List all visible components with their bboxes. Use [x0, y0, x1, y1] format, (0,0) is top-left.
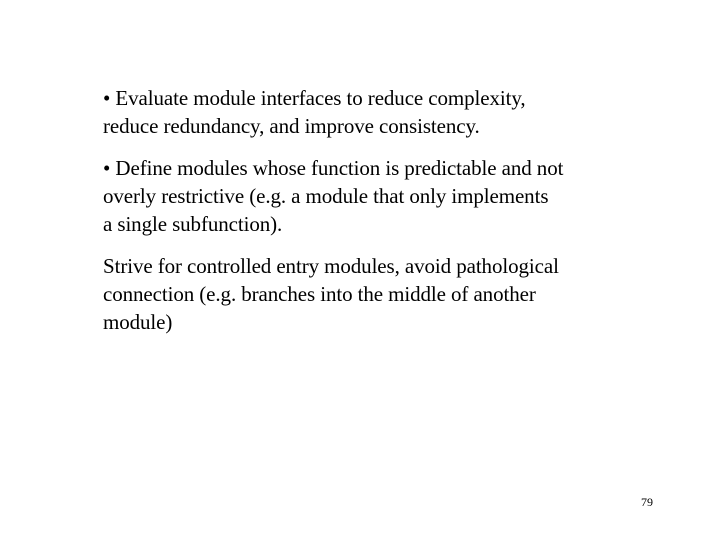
bullet-paragraph-module-interfaces: • Evaluate module interfaces to reduce complexity, reduce redundancy, and improve consistency.	[103, 86, 526, 138]
slide-body	[103, 84, 663, 336]
paragraph-controlled-entry: Strive for controlled entry modules, avoid pathological connection (e.g. branches into the middle of another module)	[103, 254, 559, 334]
page-number: 79	[641, 495, 653, 509]
bullet-paragraph-define-modules: • Define modules whose function is predictable and not overly restrictive (e.g. a module that only implements a single subfunction).	[103, 156, 564, 236]
